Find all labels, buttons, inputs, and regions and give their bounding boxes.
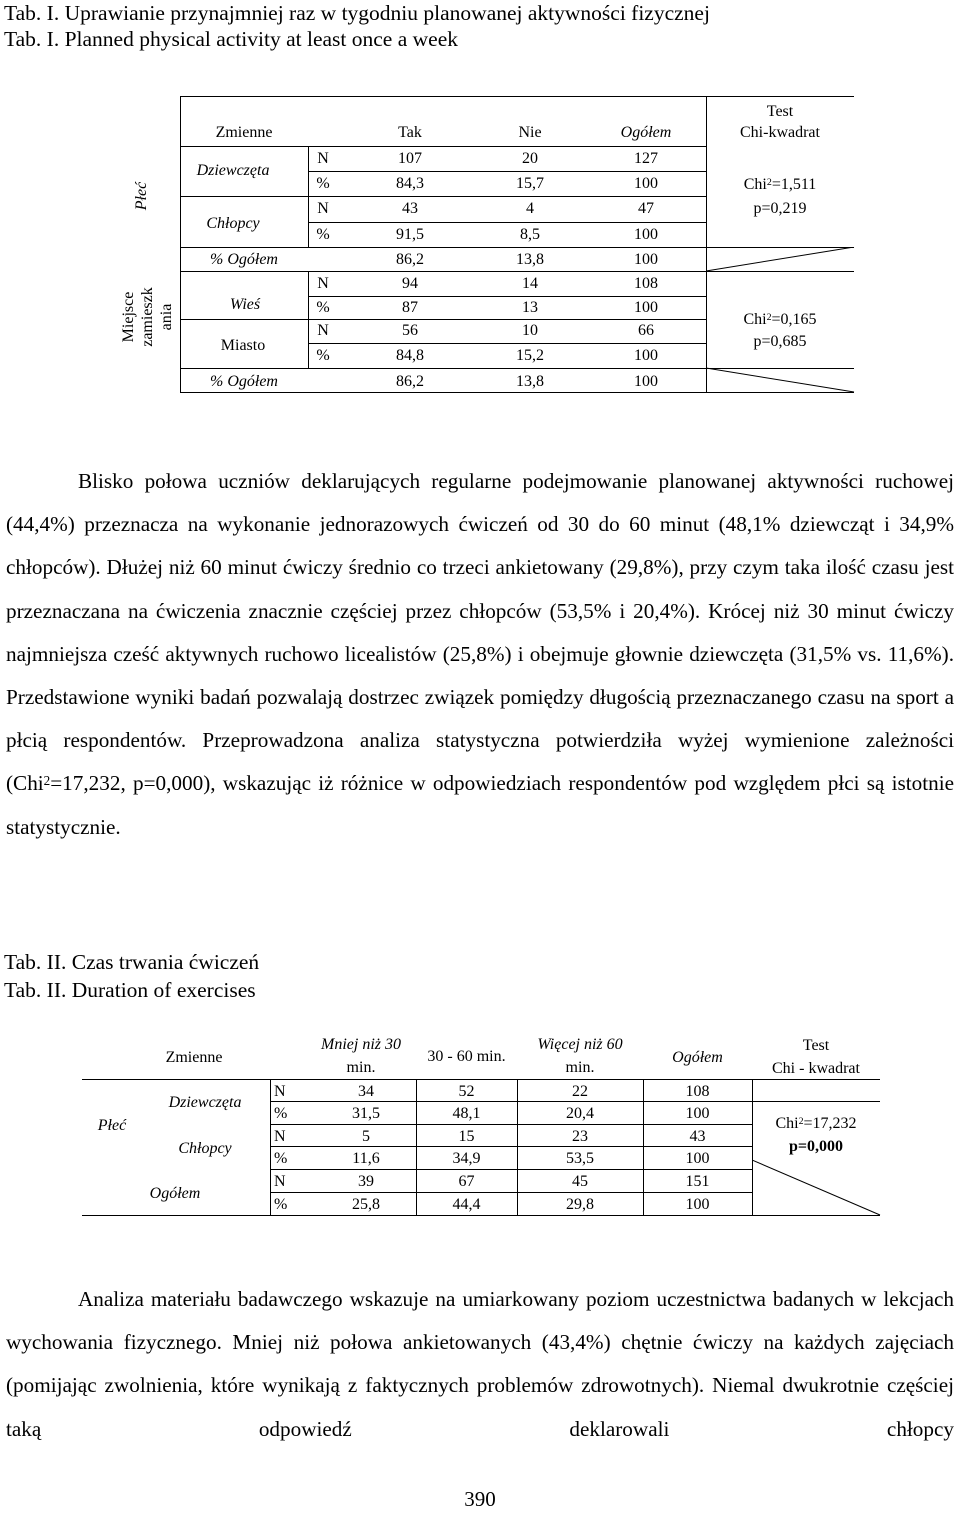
t2-header-ogolem: Ogółem <box>672 1049 723 1066</box>
t2-header-zmienne: Zmienne <box>165 1049 223 1066</box>
t2-label-dziewczeta: Dziewczęta <box>168 1094 242 1111</box>
t2-header-test: Test <box>802 1037 830 1054</box>
t1-stat: % <box>316 347 330 364</box>
table1-caption-pl: Tab. I. Uprawianie przynajmniej raz w tygodniu planowanej aktywności fizycznej <box>4 1 710 25</box>
t1-label-ogolem2: % Ogółem <box>210 373 278 390</box>
t2-c3: 53,5 <box>566 1150 594 1167</box>
t2-c2: 48,1 <box>452 1105 481 1122</box>
t2-c3: 23 <box>572 1128 588 1145</box>
t2-ogolem: 43 <box>689 1128 706 1145</box>
t2-stat: N <box>274 1128 286 1145</box>
t1-header-test: Test <box>766 103 794 120</box>
t2-group-plec: Płeć <box>97 1117 127 1134</box>
t2-chi: Chi$^2$=17,232 <box>775 1115 857 1132</box>
t1-ogolem: 100 <box>634 251 658 268</box>
t1-ogolem: 47 <box>638 200 654 217</box>
t1-header-tak: Tak <box>398 124 422 141</box>
t1-nie: 13,8 <box>516 251 544 268</box>
table2-caption-pl: Tab. II. Czas trwania ćwiczeń <box>4 950 260 974</box>
t1-chi1-p: p=0,219 <box>753 200 807 217</box>
t1-label-wies: Wieś <box>229 296 261 313</box>
table2-caption-en: Tab. II. Duration of exercises <box>4 978 256 1002</box>
t1-nie: 15,7 <box>516 175 544 192</box>
t1-tak: 43 <box>402 200 418 217</box>
t1-nie: 10 <box>522 322 538 339</box>
t2-c2: 15 <box>458 1128 475 1145</box>
table1-caption-en: Tab. I. Planned physical activity at least once a week <box>4 27 459 51</box>
t1-header-zmienne: Zmienne <box>215 124 273 141</box>
t2-ogolem: 100 <box>685 1150 710 1167</box>
t2-stat: N <box>274 1083 286 1100</box>
t1-tak: 84,3 <box>396 175 424 192</box>
t1-group-ania: ania <box>158 303 175 331</box>
t2-header-c1a: Mniej niż 30 <box>321 1036 401 1053</box>
t2-stat: % <box>274 1105 288 1122</box>
t2-c3: 29,8 <box>566 1196 594 1213</box>
t1-tak: 87 <box>402 299 418 316</box>
t1-group-plec: Płeć <box>133 181 150 211</box>
t1-tak: 107 <box>398 150 422 167</box>
t2-ogolem: 100 <box>685 1196 710 1213</box>
t1-nie: 14 <box>522 275 538 292</box>
t1-ogolem: 100 <box>634 347 658 364</box>
t1-tak: 94 <box>402 275 418 292</box>
t1-tak: 56 <box>402 322 418 339</box>
t2-c1: 25,8 <box>352 1196 380 1213</box>
t2-c1: 11,6 <box>352 1150 380 1167</box>
t1-label-chlopcy: Chłopcy <box>206 215 260 232</box>
t2-c3: 22 <box>572 1083 588 1100</box>
t1-group-miejsce: Miejsce <box>120 291 137 343</box>
t1-nie: 15,2 <box>516 347 544 364</box>
t2-label-chlopcy: Chłopcy <box>178 1140 232 1157</box>
t1-nie: 4 <box>526 200 534 217</box>
t1-stat: N <box>317 200 329 217</box>
t1-header-ogolem: Ogółem <box>620 124 672 141</box>
t1-ogolem: 100 <box>634 226 658 243</box>
t1-chi2-p: p=0,685 <box>753 333 807 350</box>
t1-stat: N <box>317 150 329 167</box>
t1-label-ogolem1: % Ogółem <box>210 251 278 268</box>
t2-c1: 5 <box>362 1128 370 1145</box>
t1-header-chi: Chi-kwadrat <box>740 124 820 141</box>
t1-tak: 91,5 <box>396 226 424 243</box>
t2-c2: 52 <box>458 1083 475 1100</box>
t1-nie: 20 <box>522 150 538 167</box>
t2-ogolem: 151 <box>685 1173 710 1190</box>
t1-stat: N <box>317 275 329 292</box>
t1-label-miasto: Miasto <box>220 337 266 354</box>
t1-nie: 8,5 <box>520 226 540 243</box>
t2-stat: % <box>274 1196 288 1213</box>
t1-chi2: Chi$^2$=0,165 <box>743 311 817 328</box>
t1-label-dziewczeta: Dziewczęta <box>196 162 270 179</box>
paragraph-1: Blisko połowa uczniów deklarujących regularne podejmowanie planowanej aktywności ruchowej (44,4%) przeznacza na wykonanie jednorazowych ćwiczeń od 30 do 60 minut (48,1% dziewcząt i 34,9% chłopców). Dłużej niż 60 minut ćwiczy średnio co trzeci ankietowany (29,8%), przy czym taka ilość czasu jest przeznaczana na ćwiczenia znacznie częściej przez chłopców (53,5% i 20,4%). Krócej niż 30 minut ćwiczy najmniejsza cześć aktywnych ruchowo licealistów (25,8%) i obejmuje głownie dziewczęta (31,5% vs. 11,6%). Przedstawione wyniki badań pozwalają dostrzec związek pomiędzy długością przeznaczanego czasu na sport a płcią respondentów. Przeprowadzona analiza statystyczna potwierdziła wyżej wymienione zależności (Chi$^2$=17,232, p=0,000), wskazując iż różnice w odpowiedziach respondentów pod względem płci są istotnie statystycznie. <box>6 469 954 839</box>
page-number: 390 <box>464 1487 496 1511</box>
t2-label-ogolem: Ogółem <box>149 1185 201 1202</box>
t1-ogolem: 100 <box>634 299 658 316</box>
t1-ogolem: 66 <box>638 322 654 339</box>
t1-stat: % <box>316 299 330 316</box>
t2-c3: 45 <box>572 1173 588 1190</box>
t1-tak: 86,2 <box>396 373 424 390</box>
paragraph-2: Analiza materiału badawczego wskazuje na umiarkowany poziom uczestnictwa badanych w lekcjach wychowania fizycznego. Mniej niż połowa ankietowanych (43,4%) chętnie ćwiczy na każdych zajęciach (pomijając zwolnienia, które wynikają z faktycznych problemów zdrowotnych). Niemal dwukrotnie częściej taką odpowiedź deklarowali chłopcy <box>6 1287 954 1441</box>
t2-c2: 34,9 <box>452 1150 481 1167</box>
t1-nie: 13,8 <box>516 373 544 390</box>
t2-chi-p: p=0,000 <box>788 1138 843 1155</box>
t2-c2: 44,4 <box>452 1196 481 1213</box>
t2-stat: N <box>274 1173 286 1190</box>
t1-nie: 13 <box>522 299 538 316</box>
t1-header-nie: Nie <box>518 124 542 141</box>
t1-tak: 86,2 <box>396 251 424 268</box>
t1-ogolem: 100 <box>634 373 658 390</box>
t2-stat: % <box>274 1150 288 1167</box>
t1-stat: % <box>316 226 330 243</box>
t2-header-c2: 30 - 60 min. <box>427 1048 506 1065</box>
table2-diagonal <box>752 1160 882 1217</box>
t2-c1: 31,5 <box>352 1105 380 1122</box>
t2-c1: 34 <box>358 1083 374 1100</box>
t1-chi1: Chi$^2$=1,511 <box>743 176 817 193</box>
t2-ogolem: 108 <box>685 1083 710 1100</box>
t1-tak: 84,8 <box>396 347 424 364</box>
t1-stat: % <box>316 175 330 192</box>
t1-stat: N <box>317 322 329 339</box>
t2-header-chi: Chi - kwadrat <box>772 1060 860 1077</box>
t1-ogolem: 108 <box>634 275 658 292</box>
t2-c2: 67 <box>458 1173 475 1190</box>
t1-group-zamieszk: zamieszk <box>139 287 156 347</box>
t1-ogolem: 100 <box>634 175 658 192</box>
t1-ogolem: 127 <box>634 150 658 167</box>
t2-header-c1b: min. <box>346 1059 376 1076</box>
t2-ogolem: 100 <box>685 1105 710 1122</box>
t2-c3: 20,4 <box>566 1105 594 1122</box>
t2-c1: 39 <box>358 1173 374 1190</box>
t2-header-c3b: min. <box>565 1059 595 1076</box>
t2-header-c3a: Więcej niż 60 <box>537 1036 623 1053</box>
